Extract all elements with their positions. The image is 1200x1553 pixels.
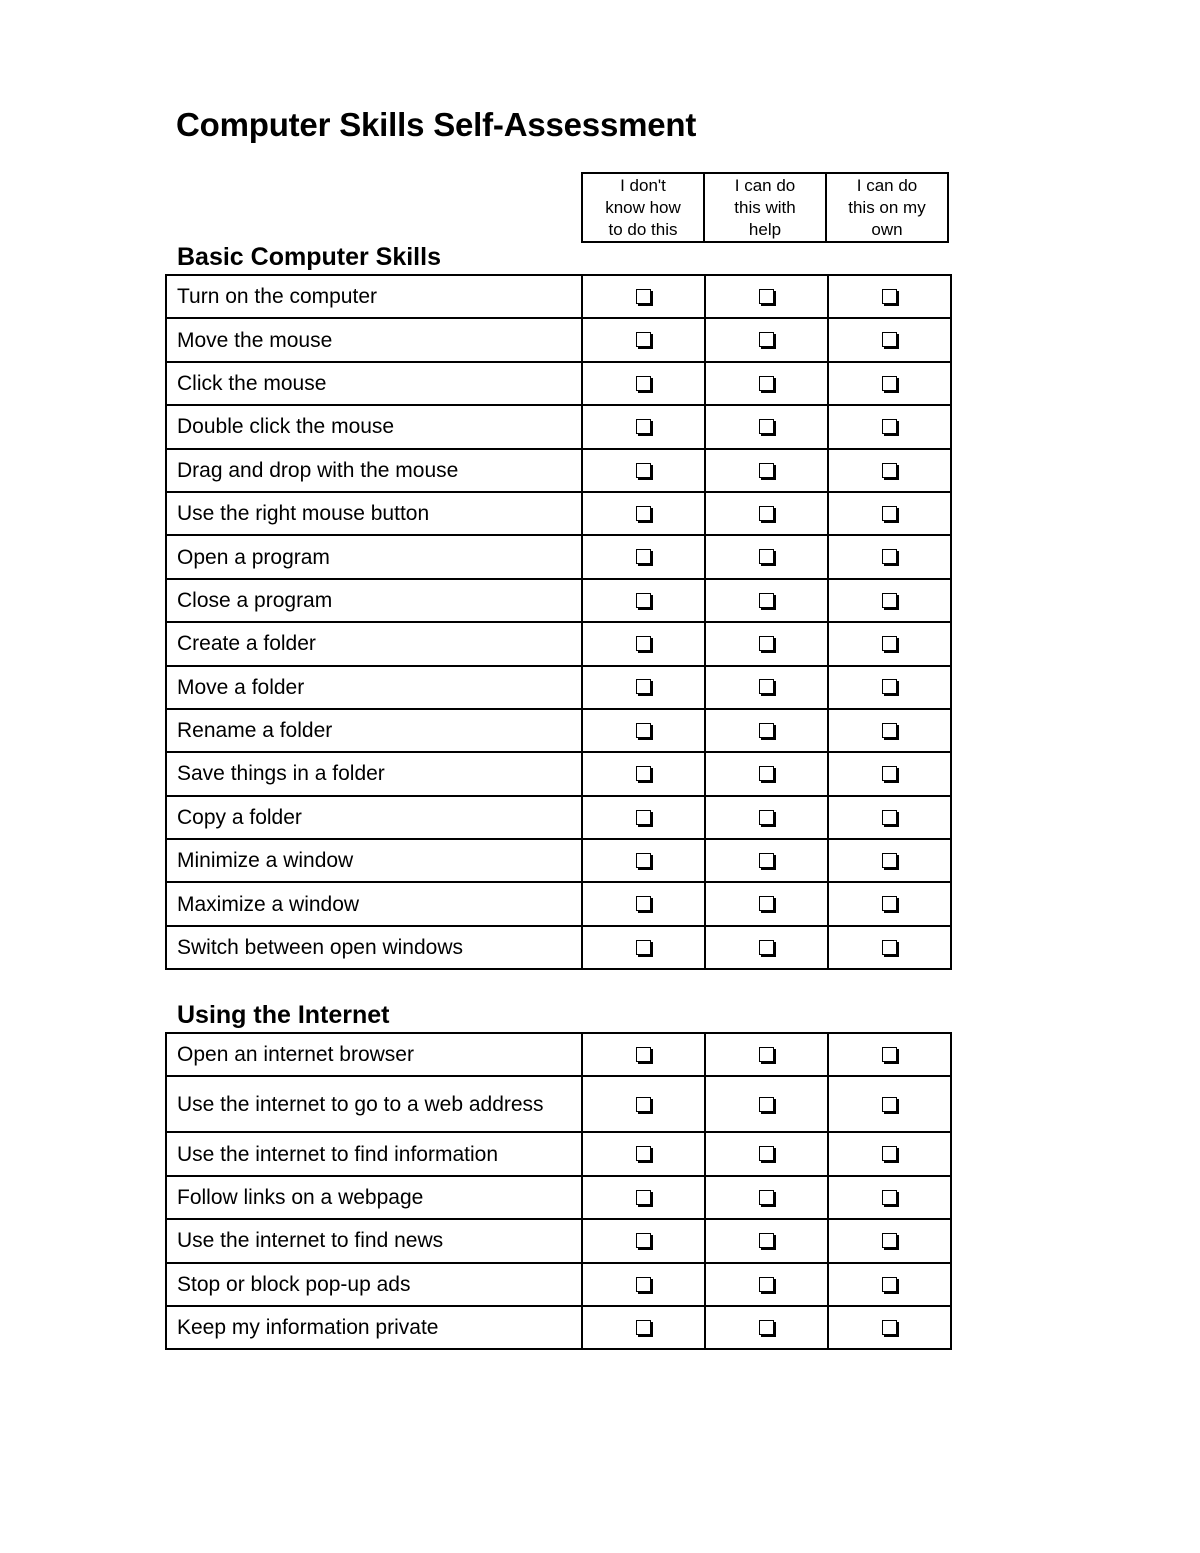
checkbox[interactable] bbox=[759, 940, 774, 955]
checkbox-cell bbox=[705, 1263, 828, 1306]
checkbox[interactable] bbox=[759, 1233, 774, 1248]
checkbox-cell bbox=[828, 1219, 951, 1262]
checkbox-cell bbox=[582, 926, 705, 969]
skill-label: Save things in a folder bbox=[166, 752, 582, 795]
checkbox-cell bbox=[828, 882, 951, 925]
checkbox[interactable] bbox=[882, 506, 897, 521]
skill-label: Rename a folder bbox=[166, 709, 582, 752]
checkbox[interactable] bbox=[759, 853, 774, 868]
checkbox[interactable] bbox=[636, 810, 651, 825]
checkbox-cell bbox=[828, 752, 951, 795]
skill-row bbox=[166, 275, 951, 318]
checkbox[interactable] bbox=[882, 723, 897, 738]
checkbox[interactable] bbox=[636, 853, 651, 868]
checkbox-cell bbox=[582, 796, 705, 839]
checkbox[interactable] bbox=[636, 1146, 651, 1161]
skill-label: Follow links on a webpage bbox=[166, 1176, 582, 1219]
using-the-internet-table bbox=[165, 1032, 952, 1350]
skill-row bbox=[166, 579, 951, 622]
checkbox[interactable] bbox=[759, 593, 774, 608]
column-header-line: this with bbox=[734, 197, 796, 217]
checkbox[interactable] bbox=[759, 1320, 774, 1335]
skill-row bbox=[166, 1176, 951, 1219]
skill-label: Move the mouse bbox=[166, 318, 582, 361]
checkbox-cell bbox=[582, 752, 705, 795]
skill-row bbox=[166, 1132, 951, 1175]
checkbox[interactable] bbox=[636, 1047, 651, 1062]
checkbox[interactable] bbox=[636, 332, 651, 347]
column-header-line: I don't bbox=[620, 175, 666, 195]
checkbox-cell bbox=[705, 709, 828, 752]
checkbox-cell bbox=[582, 405, 705, 448]
checkbox-cell bbox=[705, 839, 828, 882]
checkbox-cell bbox=[582, 1176, 705, 1219]
checkbox[interactable] bbox=[636, 723, 651, 738]
checkbox-cell bbox=[705, 1076, 828, 1132]
checkbox-cell bbox=[705, 622, 828, 665]
column-header-line: I can do bbox=[734, 175, 796, 195]
checkbox[interactable] bbox=[759, 1097, 774, 1112]
skill-row bbox=[166, 882, 951, 925]
column-header-line: own bbox=[871, 219, 903, 239]
skill-row bbox=[166, 449, 951, 492]
checkbox[interactable] bbox=[636, 940, 651, 955]
column-header-line: to do this bbox=[608, 219, 678, 239]
checkbox-cell bbox=[828, 1033, 951, 1076]
column-header-dont-know bbox=[582, 173, 704, 242]
checkbox-cell bbox=[582, 709, 705, 752]
skill-label: Double click the mouse bbox=[166, 405, 582, 448]
checkbox[interactable] bbox=[636, 549, 651, 564]
checkbox-cell bbox=[828, 579, 951, 622]
checkbox-cell bbox=[828, 318, 951, 361]
section-title-using-the-internet: Using the Internet bbox=[177, 1001, 390, 1029]
skill-label: Use the internet to find news bbox=[166, 1219, 582, 1262]
checkbox-cell bbox=[828, 622, 951, 665]
checkbox-cell bbox=[582, 318, 705, 361]
checkbox-cell bbox=[705, 318, 828, 361]
skill-label: Open a program bbox=[166, 535, 582, 578]
skill-label: Drag and drop with the mouse bbox=[166, 449, 582, 492]
checkbox-cell bbox=[705, 1219, 828, 1262]
checkbox[interactable] bbox=[759, 679, 774, 694]
checkbox[interactable] bbox=[882, 853, 897, 868]
checkbox-cell bbox=[705, 1033, 828, 1076]
column-header-with-help bbox=[704, 173, 826, 242]
checkbox-cell bbox=[828, 1132, 951, 1175]
checkbox[interactable] bbox=[636, 1233, 651, 1248]
skill-row bbox=[166, 535, 951, 578]
column-header-line: this on my bbox=[848, 197, 926, 217]
checkbox-cell bbox=[582, 622, 705, 665]
checkbox-cell bbox=[828, 796, 951, 839]
skill-row bbox=[166, 362, 951, 405]
skill-row bbox=[166, 926, 951, 969]
skill-row bbox=[166, 709, 951, 752]
skill-row bbox=[166, 622, 951, 665]
skill-row bbox=[166, 1076, 951, 1132]
skill-row bbox=[166, 1219, 951, 1262]
checkbox-cell bbox=[705, 449, 828, 492]
skill-row bbox=[166, 492, 951, 535]
skill-label: Stop or block pop-up ads bbox=[166, 1263, 582, 1306]
checkbox[interactable] bbox=[882, 1190, 897, 1205]
skill-label: Create a folder bbox=[166, 622, 582, 665]
checkbox-cell bbox=[582, 492, 705, 535]
checkbox[interactable] bbox=[759, 419, 774, 434]
checkbox-cell bbox=[582, 275, 705, 318]
checkbox-cell bbox=[582, 1033, 705, 1076]
skill-label: Use the internet to go to a web address bbox=[166, 1076, 582, 1132]
checkbox-cell bbox=[582, 535, 705, 578]
checkbox[interactable] bbox=[636, 376, 651, 391]
checkbox[interactable] bbox=[882, 1277, 897, 1292]
checkbox[interactable] bbox=[759, 332, 774, 347]
checkbox[interactable] bbox=[636, 1097, 651, 1112]
skill-row bbox=[166, 752, 951, 795]
checkbox[interactable] bbox=[759, 1047, 774, 1062]
skill-label: Copy a folder bbox=[166, 796, 582, 839]
column-header-line: help bbox=[748, 219, 782, 239]
page-title: Computer Skills Self-Assessment bbox=[176, 106, 697, 143]
basic-computer-skills-table bbox=[165, 274, 952, 970]
checkbox[interactable] bbox=[759, 810, 774, 825]
checkbox[interactable] bbox=[636, 463, 651, 478]
checkbox[interactable] bbox=[759, 549, 774, 564]
checkbox[interactable] bbox=[882, 1047, 897, 1062]
column-headers bbox=[581, 172, 949, 243]
checkbox[interactable] bbox=[636, 636, 651, 651]
checkbox-cell bbox=[705, 275, 828, 318]
checkbox-cell bbox=[582, 1306, 705, 1349]
checkbox-cell bbox=[705, 796, 828, 839]
checkbox[interactable] bbox=[882, 593, 897, 608]
checkbox[interactable] bbox=[882, 1320, 897, 1335]
checkbox-cell bbox=[582, 839, 705, 882]
checkbox[interactable] bbox=[636, 419, 651, 434]
checkbox[interactable] bbox=[882, 332, 897, 347]
skill-label: Minimize a window bbox=[166, 839, 582, 882]
checkbox-cell bbox=[828, 709, 951, 752]
checkbox[interactable] bbox=[882, 419, 897, 434]
skill-label: Click the mouse bbox=[166, 362, 582, 405]
checkbox[interactable] bbox=[636, 289, 651, 304]
skill-label: Move a folder bbox=[166, 666, 582, 709]
skill-label: Maximize a window bbox=[166, 882, 582, 925]
checkbox-cell bbox=[582, 362, 705, 405]
checkbox-cell bbox=[582, 449, 705, 492]
checkbox-cell bbox=[582, 666, 705, 709]
checkbox[interactable] bbox=[882, 940, 897, 955]
column-header-line: I can do bbox=[856, 175, 918, 195]
skill-row bbox=[166, 405, 951, 448]
section-title-basic-computer-skills: Basic Computer Skills bbox=[177, 243, 441, 271]
skill-label: Switch between open windows bbox=[166, 926, 582, 969]
checkbox[interactable] bbox=[882, 463, 897, 478]
checkbox-cell bbox=[705, 666, 828, 709]
checkbox[interactable] bbox=[882, 896, 897, 911]
checkbox[interactable] bbox=[636, 679, 651, 694]
checkbox-cell bbox=[828, 449, 951, 492]
checkbox-cell bbox=[828, 666, 951, 709]
skill-label: Use the internet to find information bbox=[166, 1132, 582, 1175]
checkbox[interactable] bbox=[759, 1277, 774, 1292]
checkbox-cell bbox=[705, 405, 828, 448]
checkbox-cell bbox=[582, 579, 705, 622]
checkbox-cell bbox=[828, 926, 951, 969]
checkbox[interactable] bbox=[759, 636, 774, 651]
checkbox[interactable] bbox=[882, 1233, 897, 1248]
checkbox[interactable] bbox=[759, 896, 774, 911]
checkbox-cell bbox=[705, 926, 828, 969]
checkbox[interactable] bbox=[882, 766, 897, 781]
checkbox[interactable] bbox=[759, 766, 774, 781]
checkbox-cell bbox=[582, 1263, 705, 1306]
checkbox[interactable] bbox=[882, 636, 897, 651]
checkbox[interactable] bbox=[759, 1146, 774, 1161]
checkbox[interactable] bbox=[882, 810, 897, 825]
checkbox[interactable] bbox=[759, 723, 774, 738]
checkbox-cell bbox=[828, 535, 951, 578]
checkbox-cell bbox=[705, 882, 828, 925]
skill-label: Use the right mouse button bbox=[166, 492, 582, 535]
checkbox-cell bbox=[705, 1176, 828, 1219]
checkbox-cell bbox=[705, 752, 828, 795]
checkbox[interactable] bbox=[636, 896, 651, 911]
checkbox[interactable] bbox=[636, 593, 651, 608]
checkbox[interactable] bbox=[636, 1277, 651, 1292]
checkbox[interactable] bbox=[882, 289, 897, 304]
skill-label: Turn on the computer bbox=[166, 275, 582, 318]
checkbox-cell bbox=[582, 882, 705, 925]
checkbox[interactable] bbox=[882, 549, 897, 564]
checkbox-cell bbox=[582, 1219, 705, 1262]
checkbox[interactable] bbox=[759, 463, 774, 478]
checkbox[interactable] bbox=[636, 766, 651, 781]
skill-label: Close a program bbox=[166, 579, 582, 622]
checkbox-cell bbox=[705, 362, 828, 405]
checkbox-cell bbox=[705, 492, 828, 535]
checkbox[interactable] bbox=[636, 1320, 651, 1335]
checkbox-cell bbox=[828, 1176, 951, 1219]
checkbox[interactable] bbox=[882, 376, 897, 391]
checkbox[interactable] bbox=[636, 506, 651, 521]
skill-row bbox=[166, 666, 951, 709]
checkbox-cell bbox=[705, 579, 828, 622]
column-header-line: know how bbox=[605, 197, 681, 217]
checkbox-cell bbox=[582, 1132, 705, 1175]
checkbox[interactable] bbox=[759, 376, 774, 391]
skill-row bbox=[166, 1306, 951, 1349]
checkbox-cell bbox=[828, 405, 951, 448]
checkbox-cell bbox=[705, 1132, 828, 1175]
checkbox[interactable] bbox=[759, 289, 774, 304]
checkbox-cell bbox=[828, 839, 951, 882]
skill-row bbox=[166, 1033, 951, 1076]
skill-row bbox=[166, 796, 951, 839]
column-header-on-my-own bbox=[826, 173, 948, 242]
checkbox-cell bbox=[828, 362, 951, 405]
checkbox-cell bbox=[828, 275, 951, 318]
checkbox[interactable] bbox=[882, 1146, 897, 1161]
skill-row bbox=[166, 318, 951, 361]
checkbox[interactable] bbox=[882, 679, 897, 694]
skill-label: Keep my information private bbox=[166, 1306, 582, 1349]
skill-label: Open an internet browser bbox=[166, 1033, 582, 1076]
checkbox[interactable] bbox=[759, 506, 774, 521]
checkbox-cell bbox=[828, 492, 951, 535]
checkbox[interactable] bbox=[636, 1190, 651, 1205]
checkbox-cell bbox=[828, 1263, 951, 1306]
checkbox-cell bbox=[828, 1306, 951, 1349]
checkbox[interactable] bbox=[759, 1190, 774, 1205]
checkbox-cell bbox=[705, 1306, 828, 1349]
skill-row bbox=[166, 839, 951, 882]
checkbox-cell bbox=[705, 535, 828, 578]
checkbox-cell bbox=[582, 1076, 705, 1132]
checkbox[interactable] bbox=[882, 1097, 897, 1112]
skill-row bbox=[166, 1263, 951, 1306]
checkbox-cell bbox=[828, 1076, 951, 1132]
